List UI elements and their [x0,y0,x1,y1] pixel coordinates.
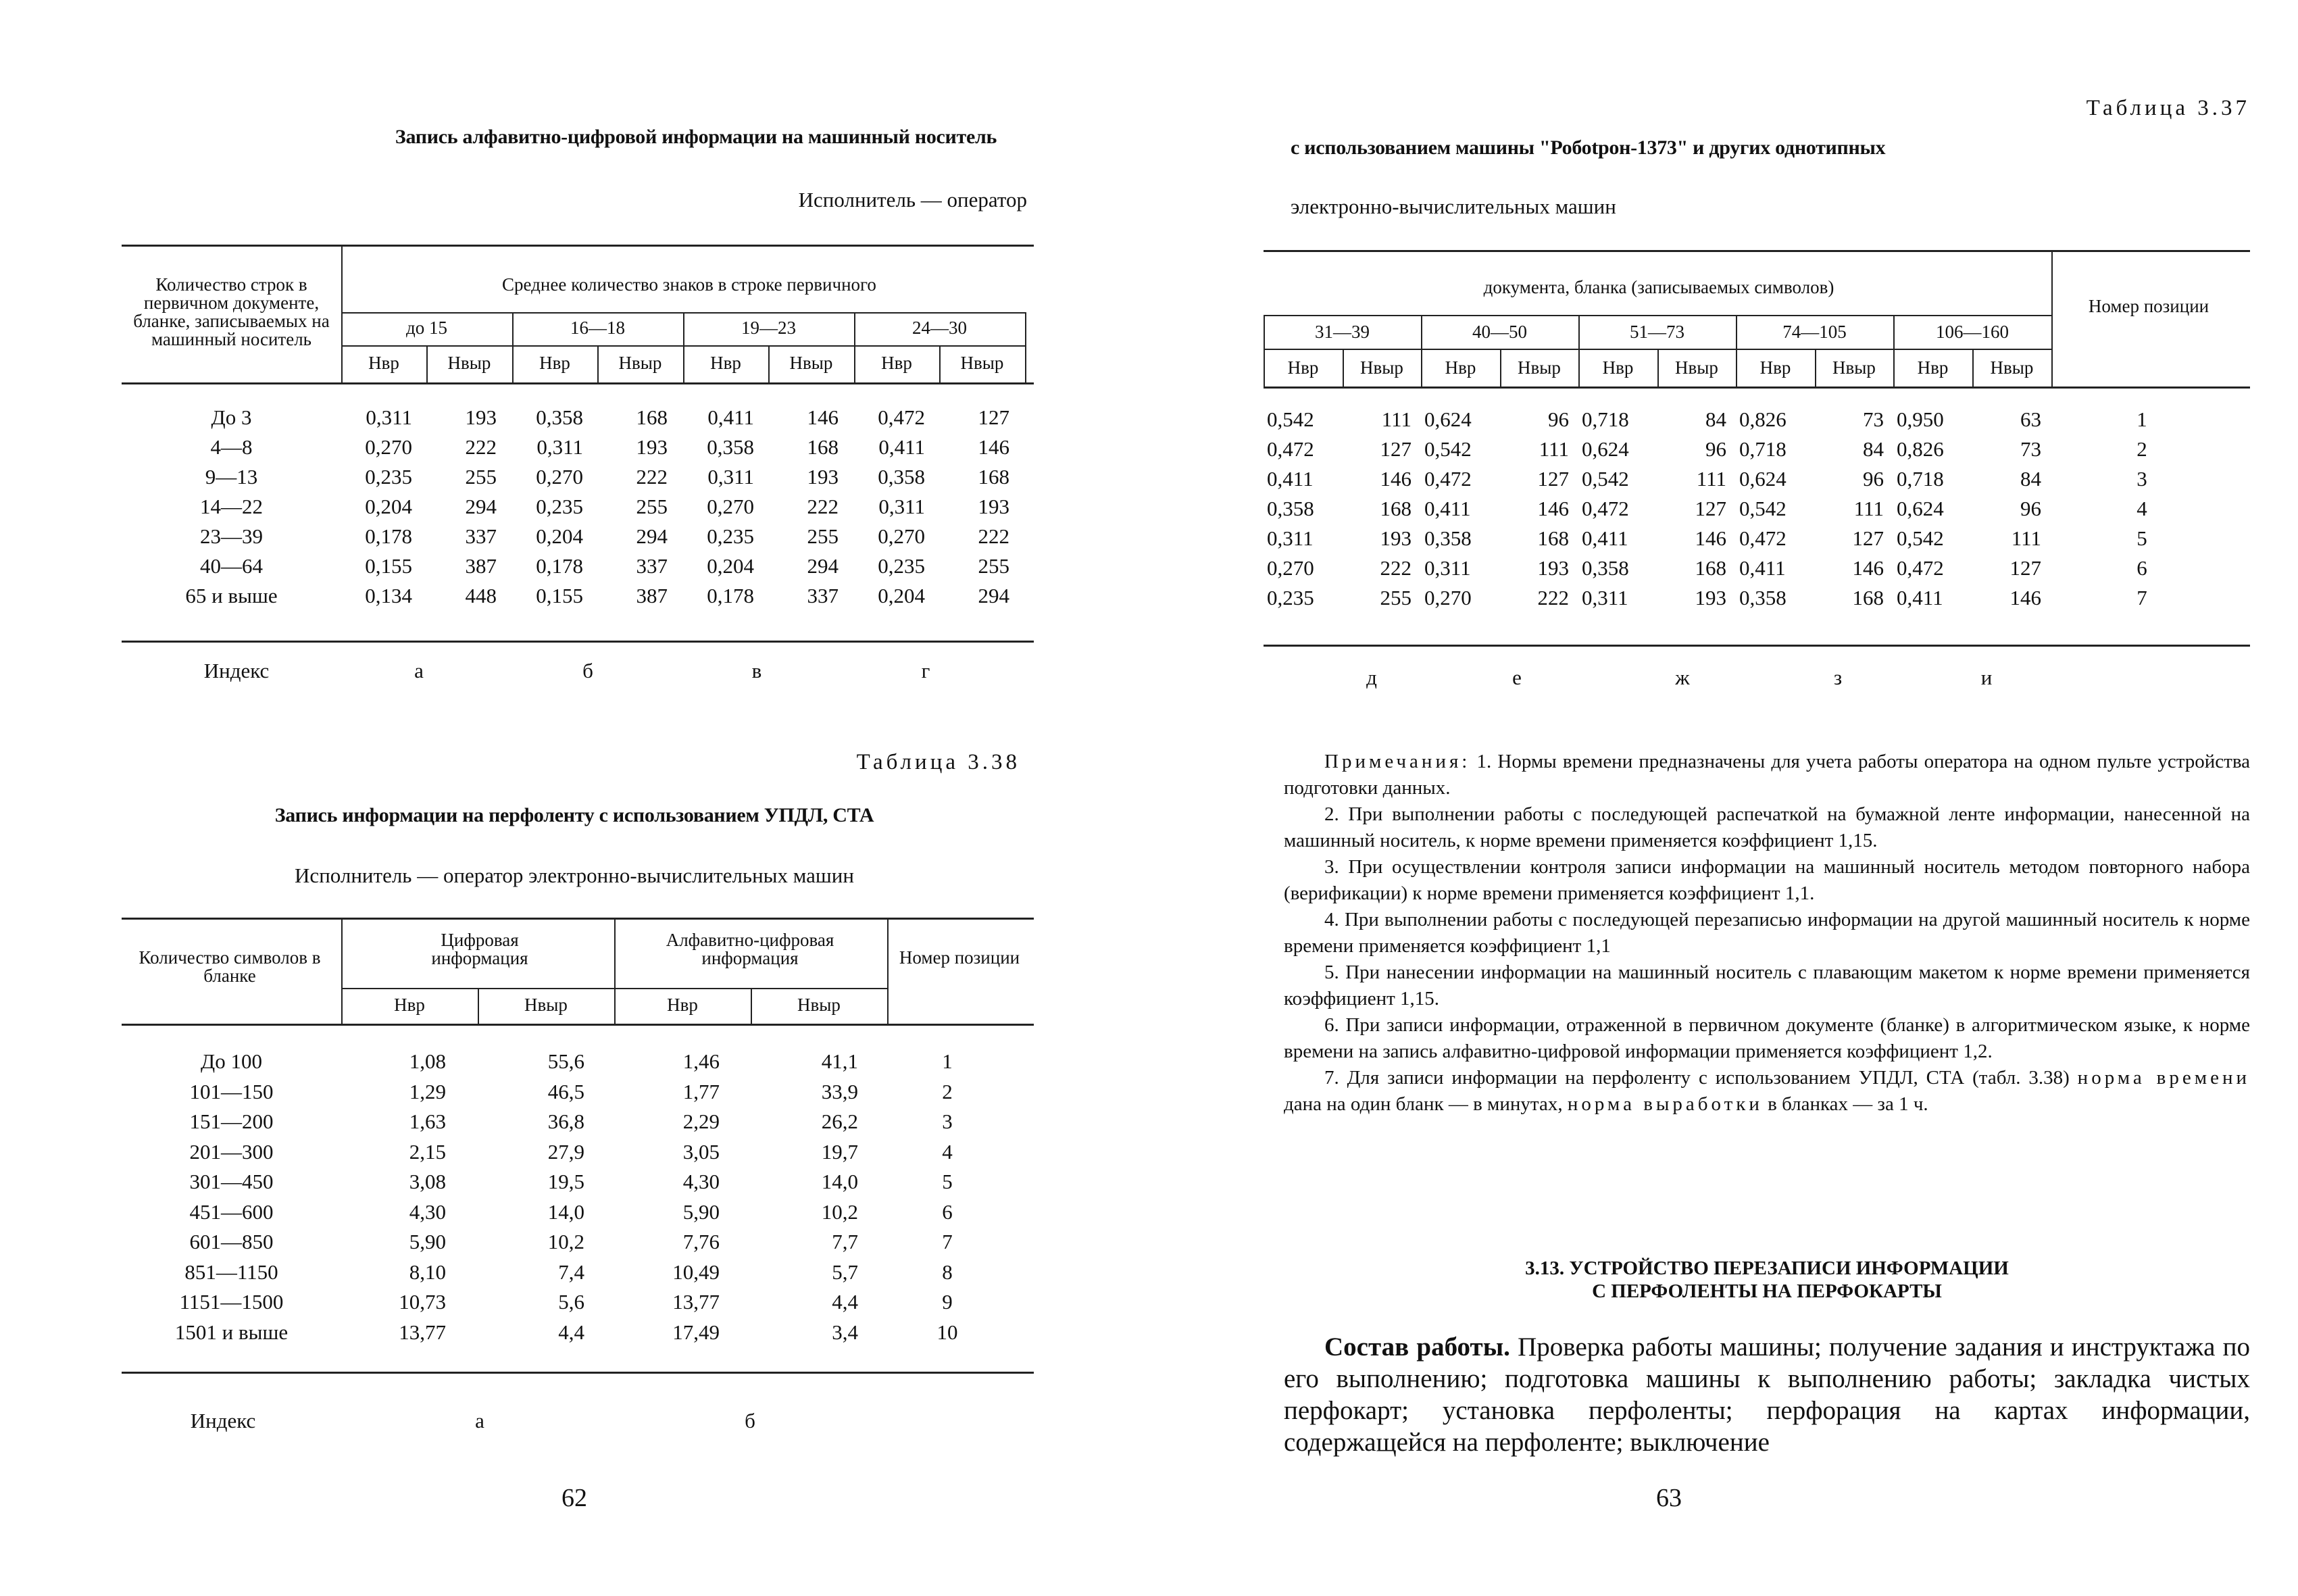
table-cell: 146 [1380,467,1412,491]
table-cell: 10,2 [821,1199,858,1224]
table-cell: 146 [1537,497,1569,520]
table-cell: 127 [978,405,1009,429]
table-cell: 10,73 [399,1290,446,1314]
table-cell: 0,178 [536,554,583,578]
table-cell: 26,2 [821,1109,858,1133]
table-cell: 0,155 [365,554,412,578]
notes-lead: Примечания: [1324,751,1471,772]
table-cell: 0,358 [1424,526,1472,550]
table-cell: 0,542 [1424,437,1472,461]
table-cell: 46,5 [547,1079,584,1103]
note-7-b: норма времени [2077,1067,2251,1089]
table-cell: 193 [465,405,497,429]
table-cell: 193 [1537,556,1569,580]
table-cell: 127 [1537,467,1569,491]
table-cell: 111 [1853,497,1884,520]
table-cell: 3,4 [832,1320,858,1344]
table-cell: 10,2 [547,1230,584,1253]
table-cell: 255 [1380,586,1412,609]
sub-header-hvyr: Нвыр [789,353,833,373]
position-number: 9 [942,1290,953,1314]
table-cell: 0,358 [1582,556,1629,580]
header-doc: документа, бланка (записываемых символов) [1483,277,1834,297]
table-cell: 4,30 [409,1199,446,1224]
sub-header-hvyr: Нвыр [1990,357,2034,378]
table-cell: 0,411 [1424,497,1471,520]
position-number: 6 [942,1199,953,1224]
note-7-c: дана на один бланк — в минутах, [1284,1093,1568,1115]
table-cell: 0,358 [878,465,925,489]
table-cell: 0,270 [707,495,754,518]
sub-header-hvyr: Нвыр [1360,357,1403,378]
table-cell: 0,358 [1739,586,1787,609]
table-cell: 0,472 [1267,437,1314,461]
table-cell: 146 [978,435,1009,459]
index-value: ж [1675,666,1690,689]
table-cell: 193 [1380,526,1412,550]
sub-header-hvyr: Нвыр [524,995,568,1015]
table-cell: 193 [636,435,668,459]
position-number: 1 [2137,407,2147,431]
table-cell: 0,204 [536,524,583,548]
table-cell: 0,472 [1739,526,1787,550]
table-cell: 0,411 [878,435,925,459]
table-cell: 0,542 [1897,526,1944,550]
table-cell: 0,235 [707,524,754,548]
table-cell: 0,178 [707,584,754,607]
note-2: 2. При выполнении работы с последующей распечаткой на бумажной ленте информации, нанесенной на машинный носитель, к норме времени применяется коэффициент 1,15. [1284,803,2250,851]
note-5: 5. При нанесении информации на машинный носитель с плавающим макетом к норме времени применяется коэффициент 1,15. [1284,962,2250,1009]
table-cell: 0,270 [1424,586,1472,609]
table-cell: 84 [1863,437,1884,461]
table-cell: 294 [807,554,839,578]
table-cell: 1,77 [682,1079,720,1103]
table-cell: 4,4 [832,1290,858,1314]
table-cell: 0,235 [1267,586,1314,609]
row-label: 9—13 [205,465,258,489]
table-cell: 0,624 [1739,467,1787,491]
table-cell: 13,77 [399,1320,446,1344]
table-cell: 4,30 [682,1170,720,1193]
position-number: 3 [2137,467,2147,491]
row-label: 1151—1500 [179,1290,284,1314]
group-label: 24—30 [912,318,967,338]
sub-header-hbp: Нвр [1445,357,1476,378]
table-337-title-cont: с использованием машины "Робоtрон-1373" и других однотипных [1291,136,1886,159]
table-cell: 168 [1537,526,1569,550]
group-label: 74—105 [1782,322,1847,342]
table-cell: 0,235 [536,495,583,518]
table-cell: 2,29 [682,1109,720,1133]
sub-header-hvyr: Нвыр [447,353,491,373]
table-cell: 255 [636,495,668,518]
row-label: 151—200 [189,1109,274,1133]
table-cell: 111 [2011,526,2041,550]
table-cell: 0,411 [1897,586,1943,609]
sub-header-hbp: Нвр [667,995,698,1015]
table-cell: 10,49 [672,1260,720,1284]
table-cell: 33,9 [821,1079,858,1103]
index-value: в [751,659,762,682]
table-cell: 0,311 [1582,586,1628,609]
table-cell: 0,826 [1897,437,1944,461]
table-cell: 2,15 [409,1139,446,1164]
table-cell: 168 [978,465,1009,489]
position-number: 7 [942,1230,953,1253]
table-cell: 448 [465,584,497,607]
group-label: 106—160 [1936,322,2009,342]
position-number: 8 [942,1260,953,1284]
table-cell: 0,204 [707,554,754,578]
table-cell: 168 [636,405,668,429]
note-7 [1284,1065,2250,1118]
table-cell: 36,8 [547,1109,584,1133]
index-value: д [1366,666,1377,689]
position-number: 10 [936,1320,958,1344]
table-cell: 111 [1539,437,1569,461]
table-cell: 146 [1695,526,1726,550]
table-cell: 0,270 [365,435,412,459]
table-cell: 146 [2009,586,2041,609]
index-value: а [414,659,424,682]
sub-header-hvyr: Нвыр [960,353,1004,373]
table-cell: 7,7 [832,1230,858,1253]
page-number: 62 [561,1484,587,1512]
table-cell: 168 [1695,556,1726,580]
header-alpha: Алфавитно-цифровая информация [666,930,834,968]
index-value: е [1512,666,1522,689]
notes [1284,749,2250,1118]
sub-header-hbp: Нвр [368,353,399,373]
row-label: 201—300 [189,1139,274,1164]
row-label: 451—600 [189,1199,274,1224]
group-label: 16—18 [570,318,625,338]
table-cell: 73 [1863,407,1884,431]
index-value: б [582,659,593,682]
table-cell: 0,411 [707,405,754,429]
index-value: б [745,1409,755,1432]
note-1-text: 1. Нормы времени предназначены для учета работы оператора на одном пульте устройства подготовки данных. [1284,751,2251,799]
table-cell: 0,950 [1897,407,1944,431]
sub-header-hbp: Нвр [710,353,741,373]
position-number: 2 [942,1079,953,1103]
table-cell: 0,311 [536,435,583,459]
table-cell: 0,358 [1267,497,1314,520]
table-cell: 0,311 [1424,556,1471,580]
table-cell: 294 [636,524,668,548]
table-cell: 0,270 [1267,556,1314,580]
table-cell: 0,311 [366,405,412,429]
table-cell: 0,718 [1897,467,1944,491]
sub-header-hbp: Нвр [539,353,570,373]
table-cell: 111 [1696,467,1726,491]
table-cell: 55,6 [547,1049,584,1073]
table-cell: 0,624 [1897,497,1944,520]
right-page [1149,0,2298,1596]
position-number: 4 [942,1139,953,1164]
table-cell: 0,472 [1897,556,1944,580]
table-cell: 19,5 [547,1170,584,1193]
table-cell: 0,411 [1739,556,1786,580]
table-cell: 222 [465,435,497,459]
table-cell: 0,235 [365,465,412,489]
index-value: з [1833,666,1843,689]
row-label: 1501 и выше [174,1320,289,1344]
header-count: Количество символов в бланке [139,947,321,986]
table-cell: 0,178 [365,524,412,548]
table-cell: 0,270 [878,524,925,548]
row-label: 65 и выше [185,584,278,607]
table-337-performer: Исполнитель — оператор [798,188,1027,211]
note-7-a: 7. Для записи информации на перфоленту с использованием УПДЛ, СТА (табл. 3.38) [1324,1067,2070,1089]
table-cell: 0,411 [1267,467,1314,491]
table-cell: 7,4 [558,1260,584,1284]
sub-header-hbp: Нвр [394,995,425,1015]
table-cell: 0,718 [1739,437,1787,461]
table-cell: 255 [807,524,839,548]
header-rows-label: Количество строк в первичном документе, бланке, записываемых на машинный носитель [133,274,330,349]
table-338-performer: Исполнитель — оператор электронно-вычислительных машин [295,864,854,887]
table-cell: 222 [636,465,668,489]
index-label: Индекс [190,1409,256,1432]
sub-header-hbp: Нвр [1287,357,1319,378]
table-338-label: Таблица 3.38 [856,750,1020,774]
group-label: 40—50 [1472,322,1527,342]
row-label: 40—64 [200,554,263,578]
row-label: 601—850 [189,1230,274,1253]
group-label: 51—73 [1630,322,1684,342]
sub-header-hbp: Нвр [1602,357,1634,378]
table-cell: 0,311 [878,495,925,518]
table-cell: 222 [1537,586,1569,609]
table-cell: 5,7 [832,1260,858,1284]
header-position: Номер позиции [2088,296,2209,316]
table-cell: 84 [1705,407,1726,431]
table-cell: 127 [2009,556,2041,580]
table-cell: 193 [1695,586,1726,609]
table-cell: 5,90 [409,1230,446,1253]
table-cell: 63 [2020,407,2041,431]
table-cell: 337 [807,584,839,607]
table-cell: 127 [1852,526,1884,550]
row-label: 23—39 [200,524,263,548]
table-cell: 0,358 [707,435,754,459]
table-cell: 96 [2020,497,2041,520]
table-cell: 0,311 [1267,526,1314,550]
section-body-text: Проверка работы машины; получение задания и инструктажа по его выполнению; подготовка машины к выполнению работы; закладка чистых перфокарт; установка перфоленты; перфорация на картах информации, содержащейся на перфоленте; выключение [1284,1332,2250,1457]
sub-header-hvyr: Нвыр [1518,357,1561,378]
table-cell: 8,10 [409,1260,446,1284]
table-cell: 0,204 [878,584,925,607]
header-position: Номер позиции [899,947,1020,968]
table-337-label: Таблица 3.37 [2086,96,2250,120]
table-cell: 0,235 [878,554,925,578]
table-cell: 0,542 [1267,407,1314,431]
table-337-title-cont-2: электронно-вычислительных машин [1291,195,1616,218]
index-value: а [475,1409,484,1432]
section-body [1284,1331,2250,1458]
table-cell: 0,134 [365,584,412,607]
table-cell: 0,472 [1424,467,1472,491]
row-label: 851—1150 [184,1260,278,1284]
table-cell: 0,270 [536,465,583,489]
sub-header-hvyr: Нвыр [618,353,662,373]
table-cell: 96 [1705,437,1726,461]
note-7-e: в бланках — за 1 ч. [1762,1093,1928,1115]
table-cell: 222 [978,524,1009,548]
row-label: 14—22 [200,495,263,518]
section-title-line-2: С ПЕРФОЛЕНТЫ НА ПЕРФОКАРТЫ [1592,1280,1942,1302]
table-cell: 27,9 [547,1139,584,1164]
table-cell: 4,4 [558,1320,584,1344]
table-cell: 0,826 [1739,407,1787,431]
position-number: 3 [942,1109,953,1133]
table-cell: 294 [978,584,1009,607]
table-cell: 0,542 [1739,497,1787,520]
table-cell: 13,77 [672,1290,720,1314]
table-cell: 146 [1852,556,1884,580]
table-cell: 1,29 [409,1079,446,1103]
index-value: г [921,659,930,682]
position-number: 7 [2137,586,2147,609]
sub-header-hvyr: Нвыр [797,995,841,1015]
table-cell: 5,6 [558,1290,584,1314]
table-cell: 146 [807,405,839,429]
table-cell: 193 [978,495,1009,518]
row-label: До 3 [211,405,252,429]
table-cell: 19,7 [821,1139,858,1164]
table-cell: 41,1 [821,1049,858,1073]
table-cell: 337 [636,554,668,578]
table-cell: 14,0 [547,1199,584,1224]
position-number: 1 [942,1049,953,1073]
table-cell: 3,05 [682,1139,720,1164]
table-cell: 1,08 [409,1049,446,1073]
section-title-line-1: 3.13. УСТРОЙСТВО ПЕРЕЗАПИСИ ИНФОРМАЦИИ [1525,1257,2009,1279]
index-value: и [1980,666,1993,689]
table-cell: 168 [1380,497,1412,520]
table-cell: 0,311 [707,465,754,489]
table-cell: 73 [2020,437,2041,461]
position-number: 6 [2137,556,2147,580]
table-cell: 127 [1695,497,1726,520]
table-cell: 193 [807,465,839,489]
group-label: 31—39 [1315,322,1370,342]
note-6: 6. При записи информации, отраженной в первичном документе (бланке) в алгоритмическом языке, к норме времени на запись алфавитно-цифровой информации применяется коэффициент 1,2. [1284,1014,2250,1062]
table-cell: 387 [636,584,668,607]
sub-header-hbp: Нвр [881,353,912,373]
position-number: 5 [942,1170,953,1193]
table-cell: 0,472 [878,405,925,429]
table-cell: 127 [1380,437,1412,461]
table-cell: 0,358 [536,405,583,429]
table-cell: 255 [978,554,1009,578]
section-lead: Состав работы. [1324,1332,1510,1362]
section-title [1351,1257,2182,1303]
table-cell: 0,624 [1424,407,1472,431]
table-cell: 0,204 [365,495,412,518]
table-cell: 294 [465,495,497,518]
position-number: 2 [2137,437,2147,461]
sub-header-hvyr: Нвыр [1832,357,1876,378]
row-label: 301—450 [189,1170,274,1193]
sub-header-hbp: Нвр [1917,357,1949,378]
table-cell: 96 [1863,467,1884,491]
header-digital: Цифровая информация [431,930,528,968]
table-cell: 387 [465,554,497,578]
row-label: 101—150 [189,1079,274,1103]
table-cell: 17,49 [672,1320,720,1344]
position-number: 5 [2137,526,2147,550]
table-cell: 0,472 [1582,497,1629,520]
row-label: До 100 [201,1049,262,1073]
note-1 [1284,749,2250,801]
group-label: 19—23 [741,318,796,338]
table-338-title: Запись информации на перфоленту с использованием УПДЛ, СТА [274,804,874,826]
table-cell: 0,411 [1582,526,1628,550]
header-avg-label: Среднее количество знаков в строке первичного [502,274,876,295]
table-cell: 1,63 [409,1109,446,1133]
table-cell: 84 [2020,467,2041,491]
note-3: 3. При осуществлении контроля записи информации на машинный носитель методом повторного набора (верификации) к норме времени применяется коэффициент 1,1. [1284,856,2250,904]
sub-header-hvyr: Нвыр [1675,357,1718,378]
row-label: 4—8 [210,435,253,459]
table-cell: 168 [807,435,839,459]
table-cell: 255 [465,465,497,489]
table-cell: 0,542 [1582,467,1629,491]
table-cell: 0,624 [1582,437,1629,461]
table-cell: 222 [1380,556,1412,580]
index-label: Индекс [203,659,270,682]
group-label: до 15 [406,318,447,338]
table-cell: 1,46 [682,1049,720,1073]
note-4: 4. При выполнении работы с последующей перезаписью информации на другой машинный носитель к норме времени применяется коэффициент 1,1 [1284,909,2250,957]
table-cell: 7,76 [682,1230,720,1253]
table-cell: 168 [1852,586,1884,609]
table-cell: 111 [1381,407,1412,431]
table-cell: 0,155 [536,584,583,607]
table-cell: 3,08 [409,1170,446,1193]
sub-header-hbp: Нвр [1759,357,1791,378]
note-7-d: норма выработки [1567,1093,1763,1115]
table-cell: 222 [807,495,839,518]
position-number: 4 [2137,497,2147,520]
table-cell: 337 [465,524,497,548]
table-cell: 5,90 [682,1199,720,1224]
table-cell: 96 [1548,407,1569,431]
table-cell: 0,718 [1582,407,1629,431]
table-337-title: Запись алфавитно-цифровой информации на машинный носитель [395,126,997,148]
page-number: 63 [1656,1484,1682,1512]
table-cell: 14,0 [821,1170,858,1193]
